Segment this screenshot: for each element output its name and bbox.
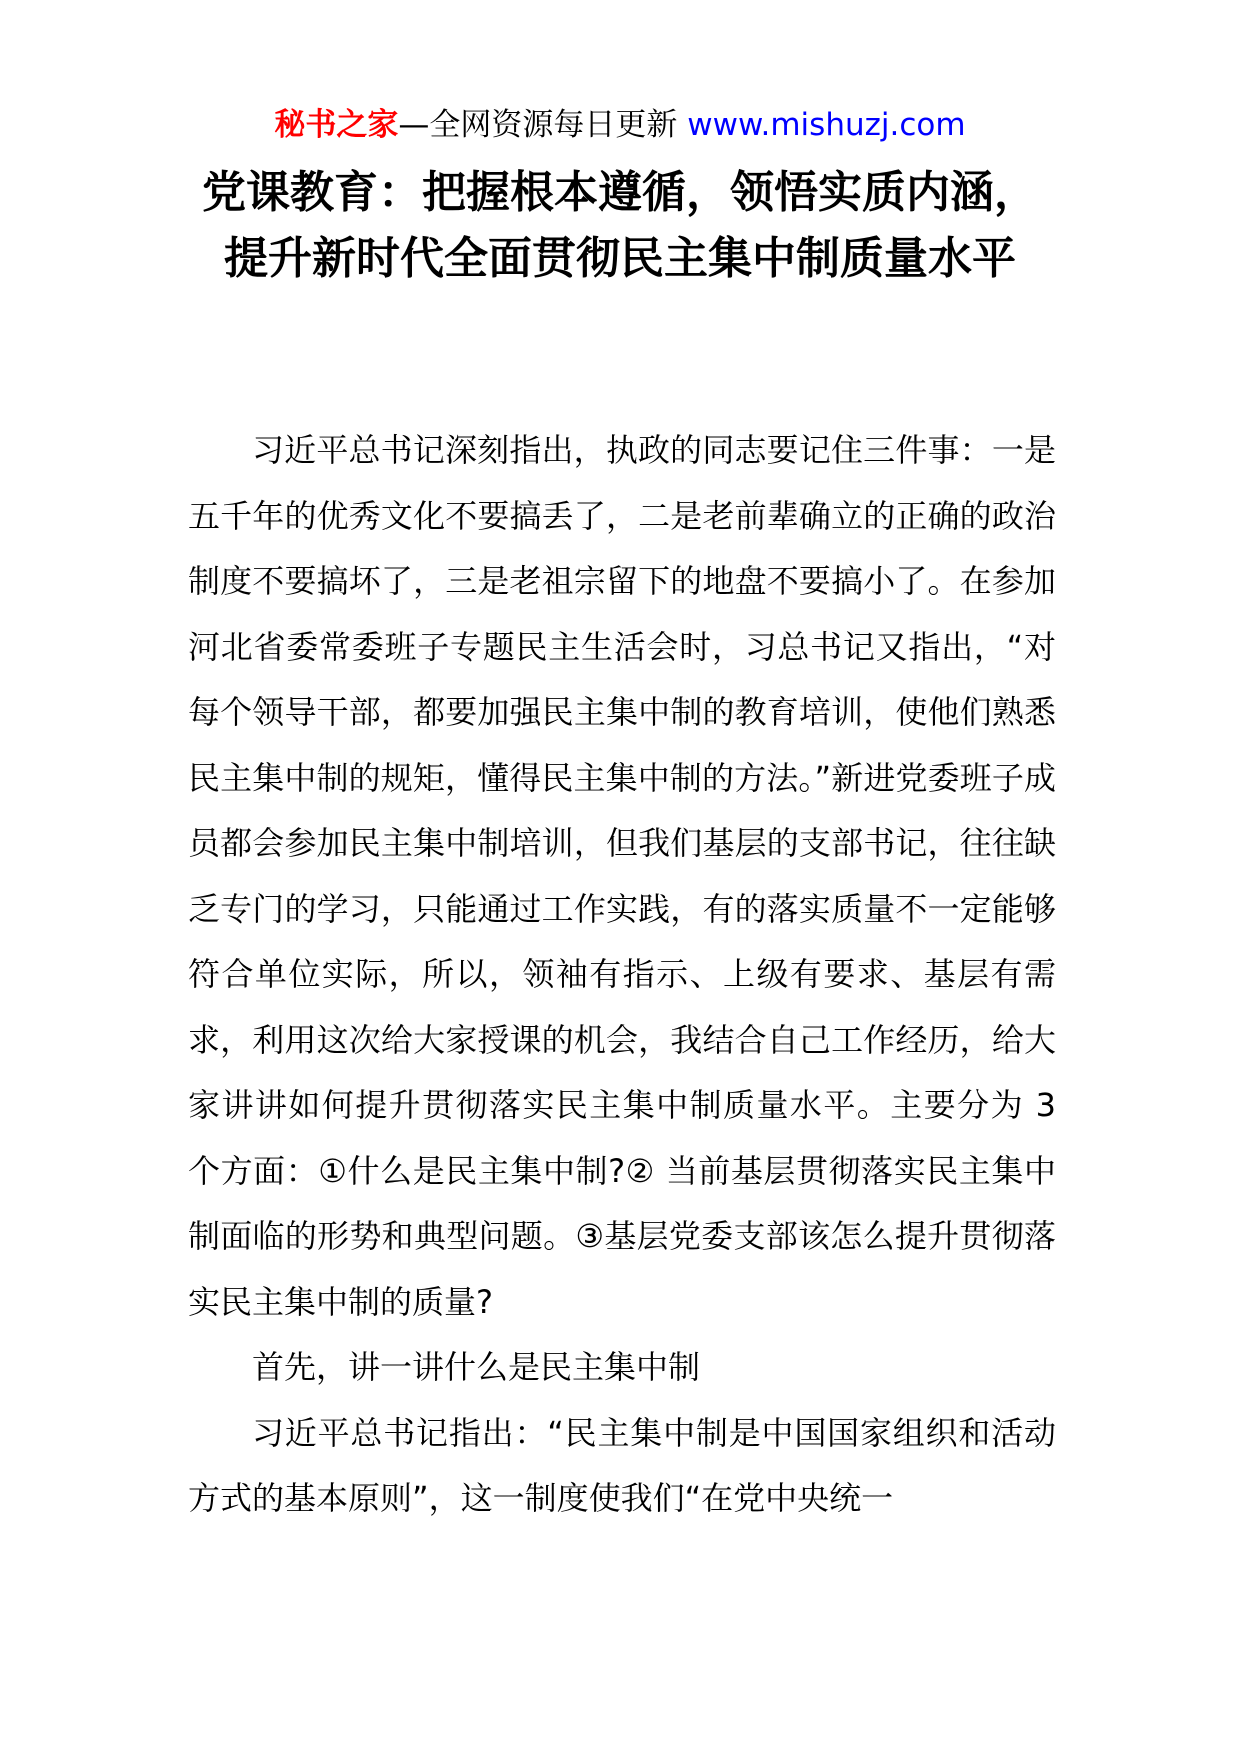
- document-body: [188, 418, 1056, 1532]
- site-brand: 秘书之家: [274, 107, 399, 143]
- site-url-link[interactable]: www.mishuzj.com: [687, 107, 966, 143]
- paragraph-quote: 习近平总书记指出：“民主集中制是中国国家组织和活动方式的基本原则”，这一制度使我们“在党中央统一: [188, 1413, 1056, 1517]
- document-title: 党课教育：把握根本遵循，领悟实质内涵，提升新时代全面贯彻民主集中制质量水平: [202, 167, 1038, 284]
- site-header: [0, 100, 1240, 150]
- site-tagline: —全网资源每日更新: [398, 107, 688, 143]
- paragraph-intro: 习近平总书记深刻指出，执政的同志要记住三件事：一是五千年的优秀文化不要搞丢了，二是老前辈确立的正确的政治制度不要搞坏了，三是老祖宗留下的地盘不要搞小了。在参加河北省委常委班子专题民主生活会时，习总书记又指出，“对每个领导干部，都要加强民主集中制的教育培训，使他们熟悉民主集中制的规矩，懂得民主集中制的方法。”新进党委班子成员都会参加民主集中制培训，但我们基层的支部书记，往往缺乏专门的学习，只能通过工作实践，有的落实质量不一定能够符合单位实际，所以，领袖有指示、上级有要求、基层有需求，利用这次给大家授课的机会，我结合自己工作经历，给大家讲讲如何提升贯彻落实民主集中制质量水平。主要分为 3 个方面：①什么是民主集中制?② 当前基层贯彻落实民主集中制面临的形势和典型问题。③基层党委支部该怎么提升贯彻落实民主集中制的质量?: [188, 431, 1056, 1321]
- section-heading: 首先，讲一讲什么是民主集中制: [252, 1348, 701, 1386]
